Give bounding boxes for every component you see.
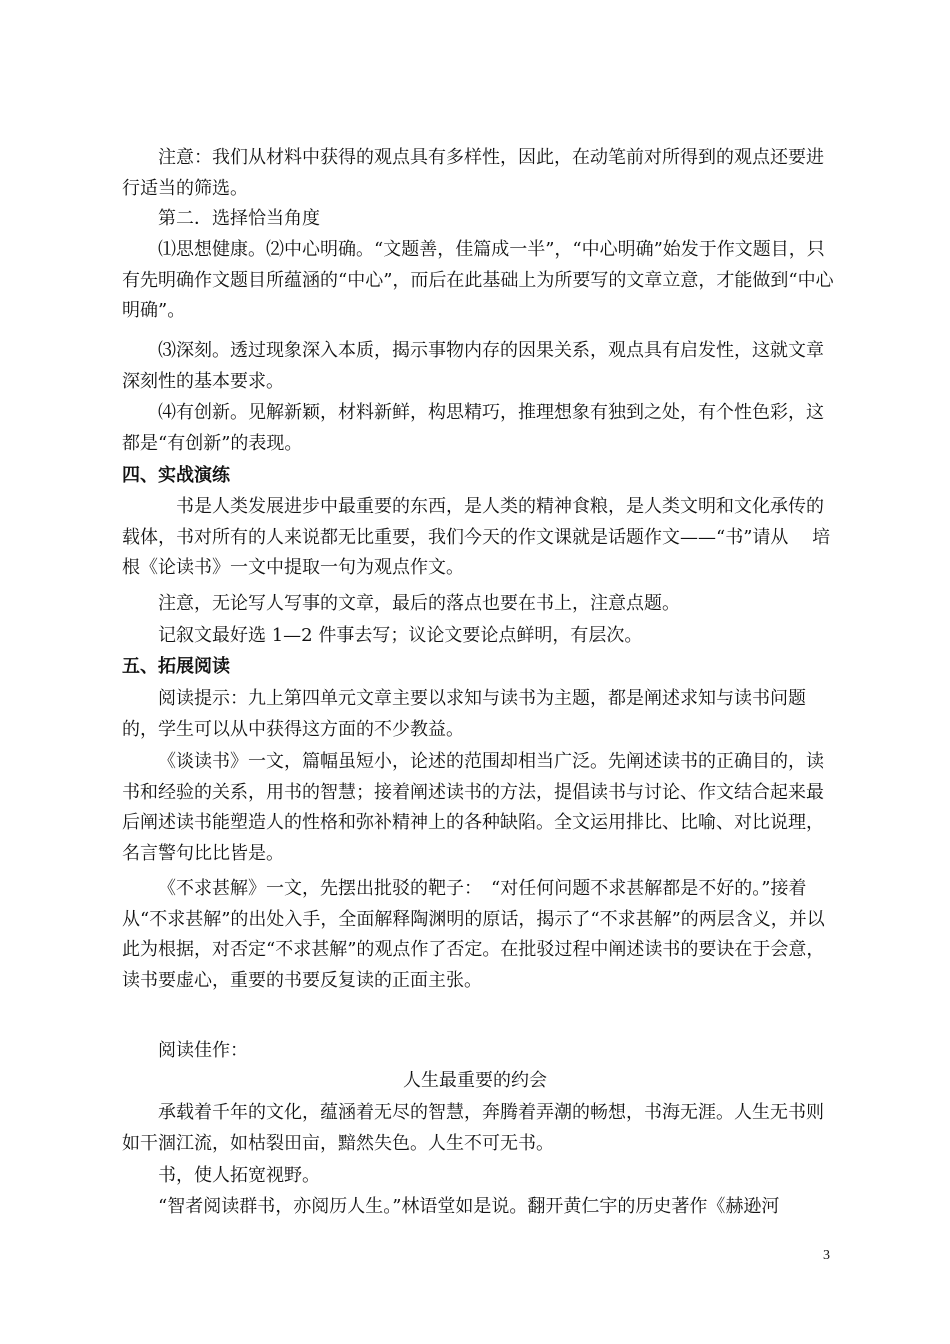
paragraph-note-filter: 注意：我们从材料中获得的观点具有多样性，因此，在动笔前对所得到的观点还要进行适当的筛选。 (122, 147, 824, 199)
essay-paragraph-1: 承载着千年的文化，蕴涵着无尽的智慧，奔腾着弄潮的畅想，书海无涯。人生无书则如干涸江流，如枯裂田亩，黯然失色。人生不可无书。 (122, 1102, 824, 1154)
paragraph-practice-note: 注意，无论写人写事的文章，最后的落点也要在书上，注意点题。 (158, 593, 680, 614)
page-number: 3 (823, 1248, 830, 1263)
paragraph-second-heading: 第二．选择恰当角度 (158, 208, 320, 229)
paragraph-item-4: ⑷有创新。见解新颖，材料新鲜，构思精巧，推理想象有独到之处，有个性色彩，这都是“有创新”的表现。 (122, 402, 824, 454)
section-heading-extended-reading: 五、拓展阅读 (122, 656, 230, 677)
paragraph-practice-topic: 书是人类发展进步中最重要的东西，是人类的精神食粮，是人类文明和文化承传的载体，书对所有的人来说都无比重要，我们今天的作文课就是话题作文——“书”请从 培根《论读书》一文中提取一句为观点作文。 (122, 496, 831, 578)
paragraph-practice-tip: 记叙文最好选 1—2 件事去写；议论文要论点鲜明，有层次。 (158, 625, 643, 646)
paragraph-on-reading: 《谈读书》一文，篇幅虽短小，论述的范围却相当广泛。先阐述读书的正确目的，读书和经验的关系，用书的智慧；接着阐述读书的方法，提倡读书与讨论、作文结合起来最后阐述读书能塑造人的性格和弥补精神上的各种缺陷。全文运用排比、比喻、对比说理，名言警句比比皆是。 (122, 751, 824, 864)
paragraph-items-1-2: ⑴思想健康。⑵中心明确。“文题善，佳篇成一半”，“中心明确”始发于作文题目，只有先明确作文题目所蕴涵的“中心”，而后在此基础上为所要写的文章立意，才能做到“中心明确”。 (122, 239, 834, 321)
paragraph-not-seeking: 《不求甚解》一文，先摆出批驳的靶子： “对任何问题不求甚解都是不好的。”接着从“不求甚解”的出处入手，全面解释陶渊明的原话，揭示了“不求甚解”的两层含义，并以此为根据，对否定“不求甚解”的观点作了否定。在批驳过程中阐述读书的要诀在于会意，读书要虚心，重要的书要反复读的正面主张。 (122, 878, 825, 991)
essay-paragraph-2: 书，使人拓宽视野。 (158, 1165, 320, 1186)
paragraph-item-3: ⑶深刻。透过现象深入本质，揭示事物内存的因果关系，观点具有启发性，这就文章深刻性的基本要求。 (122, 340, 824, 392)
reading-label: 阅读佳作： (158, 1040, 248, 1061)
essay-paragraph-3: “智者阅读群书，亦阅历人生。”林语堂如是说。翻开黄仁宇的历史著作《赫逊河 (158, 1196, 780, 1217)
essay-title: 人生最重要的约会 (403, 1070, 547, 1091)
paragraph-reading-hint: 阅读提示：九上第四单元文章主要以求知与读书为主题，都是阐述求知与读书问题的，学生可以从中获得这方面的不少教益。 (122, 688, 806, 740)
section-heading-practice: 四、实战演练 (122, 465, 230, 486)
